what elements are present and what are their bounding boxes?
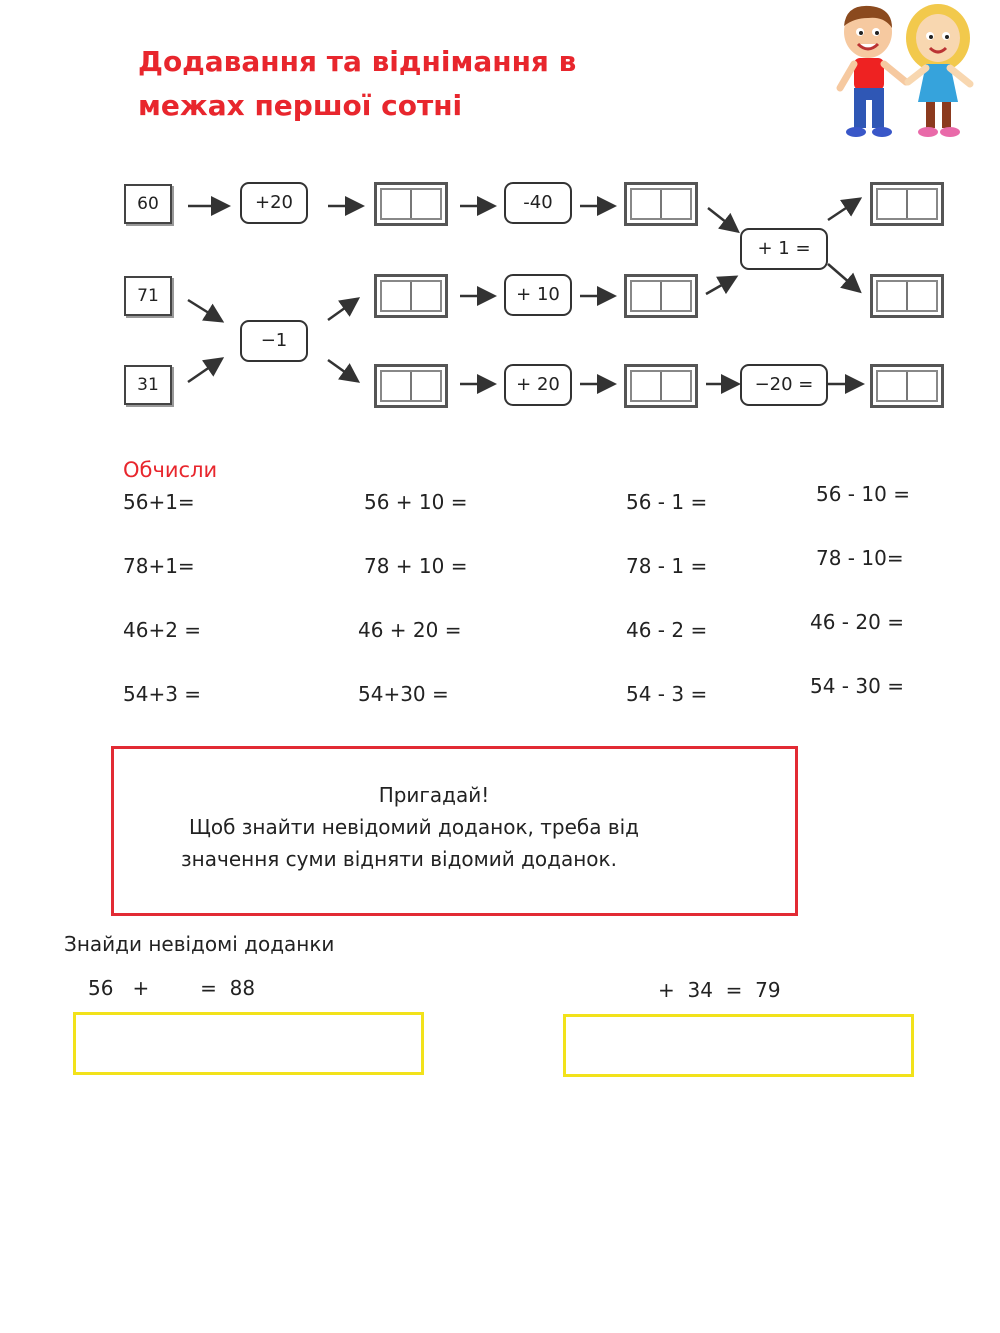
title-line-1: Додавання та віднімання в	[138, 45, 577, 78]
arrow	[328, 300, 356, 320]
answer-digit[interactable]	[627, 282, 662, 310]
arrow	[188, 300, 220, 320]
reminder-line-1: Щоб знайти невідомий доданок, треба від	[188, 815, 640, 839]
equation: 78+1=	[123, 554, 195, 578]
answer-digit[interactable]	[412, 190, 445, 218]
equation: 78 - 10=	[816, 546, 904, 570]
answer-digit[interactable]	[662, 372, 695, 400]
math-chain-diagram	[60, 160, 960, 415]
equation: 54 - 3 =	[626, 682, 708, 706]
arrow	[828, 264, 858, 290]
arrow	[708, 208, 736, 230]
unknowns-heading: Знайди невідомі доданки	[64, 932, 335, 956]
equation: 56 - 10 =	[816, 482, 910, 506]
answer-box[interactable]	[624, 364, 698, 408]
equation: 56+1=	[123, 490, 195, 514]
equation: 54+30 =	[358, 682, 449, 706]
unknown-equation-2: + 34 = 79	[658, 978, 781, 1002]
answer-digit[interactable]	[873, 282, 908, 310]
answer-digit[interactable]	[908, 372, 941, 400]
answer-box[interactable]	[870, 364, 944, 408]
op-minus-40: -40	[504, 182, 572, 224]
start-value-31: 31	[124, 365, 172, 405]
equation: 54 - 30 =	[810, 674, 904, 698]
equation: 46 + 20 =	[358, 618, 462, 642]
equation: 46 - 2 =	[626, 618, 708, 642]
op-plus-20-lower: + 20	[504, 364, 572, 406]
equation: 78 + 10 =	[364, 554, 468, 578]
answer-field-2[interactable]	[563, 1014, 914, 1077]
answer-box[interactable]	[870, 182, 944, 226]
answer-digit[interactable]	[873, 372, 908, 400]
answer-digit[interactable]	[873, 190, 908, 218]
equation: 54+3 =	[123, 682, 202, 706]
arrow	[706, 278, 734, 294]
answer-box[interactable]	[374, 182, 448, 226]
page-title	[138, 40, 576, 128]
answer-digit[interactable]	[412, 372, 445, 400]
op-plus-10: + 10	[504, 274, 572, 316]
answer-digit[interactable]	[377, 190, 412, 218]
op-minus-1: −1	[240, 320, 308, 362]
equation: 46 - 20 =	[810, 610, 904, 634]
answer-digit[interactable]	[377, 372, 412, 400]
equation: 46+2 =	[123, 618, 202, 642]
answer-digit[interactable]	[627, 372, 662, 400]
start-value-60: 60	[124, 184, 172, 224]
boy-figure	[840, 6, 906, 137]
equation: 56 - 1 =	[626, 490, 708, 514]
answer-box[interactable]	[870, 274, 944, 318]
compute-heading: Обчисли	[123, 458, 218, 482]
answer-digit[interactable]	[908, 190, 941, 218]
op-plus-20: +20	[240, 182, 308, 224]
children-illustration	[826, 2, 986, 142]
answer-digit[interactable]	[627, 190, 662, 218]
arrow	[188, 360, 220, 382]
equation: 78 - 1 =	[626, 554, 708, 578]
start-value-71: 71	[124, 276, 172, 316]
equation: 56 + 10 =	[364, 490, 468, 514]
answer-digit[interactable]	[908, 282, 941, 310]
answer-box[interactable]	[374, 274, 448, 318]
girl-figure	[906, 4, 970, 137]
answer-digit[interactable]	[412, 282, 445, 310]
answer-digit[interactable]	[377, 282, 412, 310]
arrow	[328, 360, 356, 380]
answer-box[interactable]	[624, 274, 698, 318]
reminder-line-2: значення суми відняти відомий доданок.	[181, 847, 617, 871]
answer-digit[interactable]	[662, 190, 695, 218]
op-minus-20-equals: −20 =	[740, 364, 828, 406]
answer-box[interactable]	[374, 364, 448, 408]
reminder-title: Пригадай!	[378, 783, 490, 807]
unknown-equation-1: 56 + = 88	[88, 976, 256, 1000]
answer-box[interactable]	[624, 182, 698, 226]
answer-digit[interactable]	[662, 282, 695, 310]
op-plus-1-equals: + 1 =	[740, 228, 828, 270]
answer-field-1[interactable]	[73, 1012, 424, 1075]
title-line-2: межах першої сотні	[138, 89, 463, 122]
reminder-box	[111, 746, 798, 916]
arrow	[828, 200, 858, 220]
